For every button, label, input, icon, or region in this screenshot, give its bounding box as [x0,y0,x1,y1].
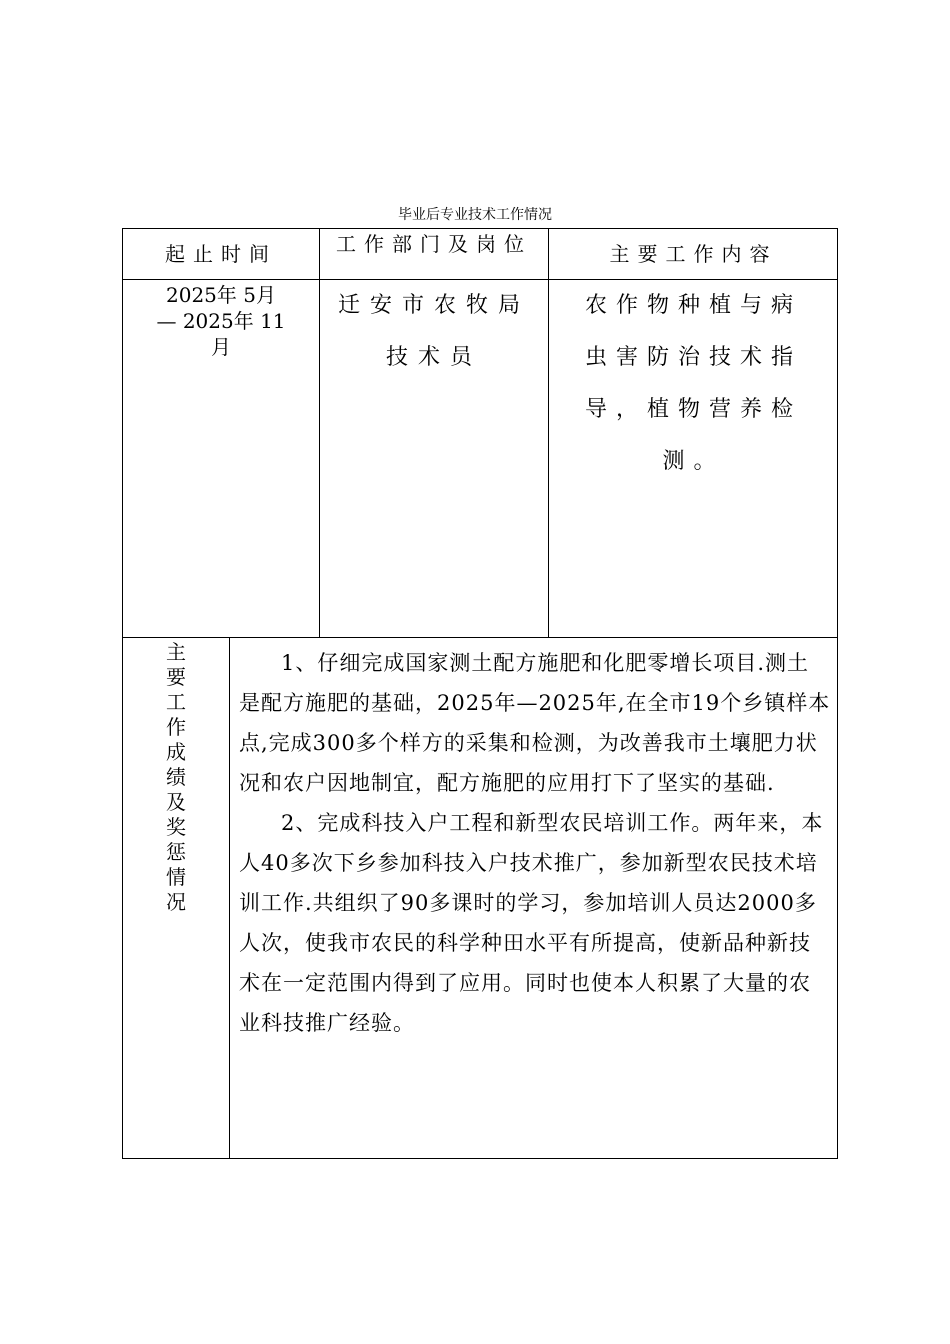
achievements-body [231,639,837,1043]
label-divider [229,637,230,1158]
header-work-content: 主要工作内容 [609,242,778,266]
label-char: 及 [166,790,186,814]
document-caption: 毕业后专业技术工作情况 [398,207,552,223]
department-cell [320,280,548,384]
position-name: 技术员 [385,345,482,370]
period-cell [123,280,319,360]
period-line-3: 月 [211,335,231,359]
label-char: 奖 [166,815,186,839]
label-char: 工 [166,690,186,714]
label-char: 成 [166,740,186,764]
label-char: 况 [166,890,186,914]
section-divider [123,637,837,638]
label-char: 作 [166,715,186,739]
period-line-2: — 2025年 11 [156,309,286,333]
header-department: 工作部门及岗位 [336,232,532,256]
achievements-label [123,638,229,915]
label-char: 绩 [166,765,186,789]
work-record-table [122,228,838,1159]
achievement-paragraph-2: 2、完成科技入户工程和新型农民培训工作。两年来，本人40多次下乡参加科技入户技术推广，参加新型农民技术培训工作.共组织了90多课时的学习，参加培训人员达2000多人次，使我市农民的科学种田水平有所提高，使新品种新技术在一定范围内得到了应用。同时也使本人积累了大量的农业科技推广经验。 [239,811,824,1035]
achievement-paragraph-1: 1、仔细完成国家测土配方施肥和化肥零增长项目.测土是配方施肥的基础，2025年—2025年,在全市19个乡镇样本点,完成300多个样方的采集和检测，为改善我市土壤肥力状况和农户因地制宜，配方施肥的应用打下了坚实的基础. [239,651,831,795]
work-content-cell: 农作物种植与病虫害防治技术指导，植物营养检测。 [584,293,802,474]
label-char: 情 [166,865,186,889]
label-char: 主 [166,640,186,664]
department-name: 迁安市农牧局 [337,293,530,318]
period-line-1: 2025年 5月 [166,283,276,307]
label-char: 惩 [166,840,186,864]
label-char: 要 [166,665,186,689]
header-period: 起止时间 [165,242,277,266]
